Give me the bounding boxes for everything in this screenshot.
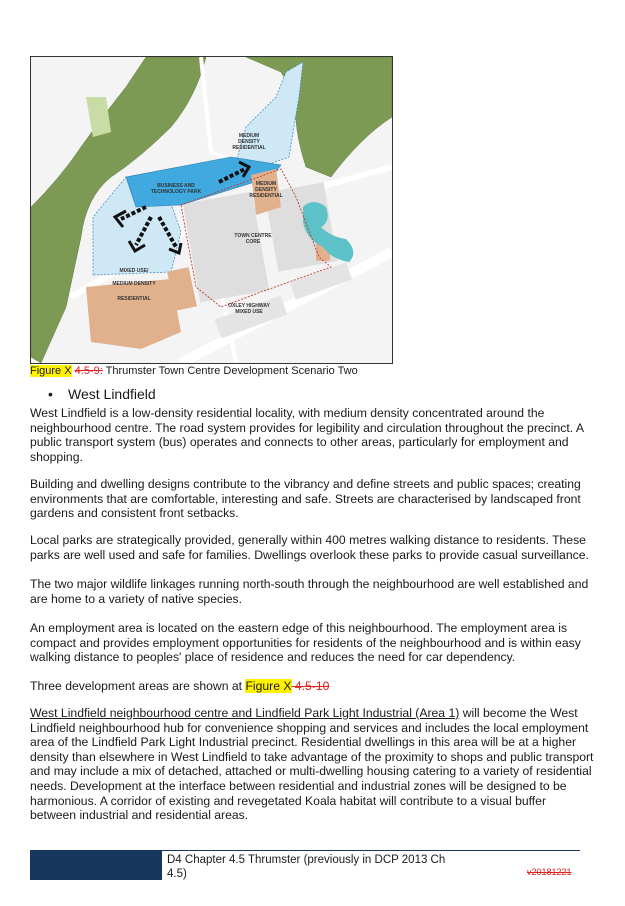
footer-color-block xyxy=(30,850,162,880)
paragraph-employment-area: An employment area is located on the eastern edge of this neighbourhood. The employment area is compact and provides employment opportunities for residents of the neighbourhood and is within easy walking distance to peoples' place of residence and reduces the need for car dependency. xyxy=(30,621,581,665)
label-oxley-1: OXLEY HIGHWAY xyxy=(228,303,270,309)
map-svg xyxy=(31,57,392,363)
dev-areas-deleted-number: 4.5-10 xyxy=(291,679,330,693)
footer-version: v20181221 xyxy=(527,867,572,877)
paragraph-area-1 xyxy=(30,706,595,823)
footer-chapter-title: D4 Chapter 4.5 Thrumster (previously in DCP 2013 Ch 4.5) xyxy=(167,854,446,880)
label-mdr-c-1: MEDIUM xyxy=(255,181,277,187)
dev-areas-text: Three development areas are shown at xyxy=(30,679,246,693)
area-1-text: will become the West Lindfield neighbourhood hub for convenience shopping and services and includes the local employment area of the Lindfield Park Light Industrial precinct. Residential dwellings in this area will be at a higher density than elsewhere in West Lindfield to take advantage of the proximity to shops and public transport and may include a mix of detached, attached or multi-dwelling housing catering to a variety of residential needs. Development at the interface between residential and industrial zones will be designed to be harmonious. A corridor of existing and revegetated Koala habitat will contribute to a visual buffer between industrial and residential areas. xyxy=(30,706,594,823)
dev-areas-figure-ref: Figure X xyxy=(245,679,292,693)
label-mdr-ne-1: MEDIUM xyxy=(238,133,260,139)
label-mdr-c-2: DENSITY xyxy=(255,187,277,193)
paragraph-development-areas xyxy=(30,679,595,694)
label-town-centre-2: CORE xyxy=(245,239,261,245)
label-mixed-use-2: MEDIUM DENSITY xyxy=(112,281,156,287)
paragraph-building-design: Building and dwelling designs contribute to the vibrancy and define streets and public spaces; creating environments that are comfortable, interesting and safe. Streets are characterised by landscaped front gardens and consistent front setbacks. xyxy=(30,477,581,521)
label-business-park-2: TECHNOLOGY PARK xyxy=(150,189,202,195)
label-mixed-use-3: RESIDENTIAL xyxy=(117,296,151,302)
label-mdr-c-3: RESIDENTIAL xyxy=(249,193,283,199)
label-business-park-1: BUSINESS AND xyxy=(157,183,195,189)
label-oxley-2: MIXED USE xyxy=(235,309,263,315)
caption-text: Thrumster Town Centre Development Scenario Two xyxy=(102,365,358,377)
bullet-icon: • xyxy=(48,386,53,402)
development-scenario-map xyxy=(30,56,393,364)
label-mdr-ne-3: RESIDENTIAL xyxy=(232,145,266,151)
label-town-centre-1: TOWN CENTRE xyxy=(234,233,272,239)
caption-figure-ref: Figure X xyxy=(30,365,72,377)
label-mixed-use-1: MIXED USE/ xyxy=(119,268,149,274)
section-heading xyxy=(48,385,156,403)
paragraph-intro: West Lindfield is a low-density residential locality, with medium density concentrated around the neighbourhood centre. The road system provides for legibility and circulation throughout the precinct. A public transport system (bus) operates and connects to other areas, particularly for employment and shopping. xyxy=(30,406,584,464)
paragraph-local-parks: Local parks are strategically provided, generally within 400 metres walking distance to residents. These parks are well used and safe for families. Dwellings overlook these parks to provide casual surveillance. xyxy=(30,533,589,562)
caption-deleted-number: 4.5-9: xyxy=(74,365,103,377)
paragraph-wildlife-linkages: The two major wildlife linkages running north-south through the neighbourhood are well established and are home to a variety of native species. xyxy=(30,577,589,606)
section-heading-text: West Lindfield xyxy=(68,386,156,402)
label-mdr-ne-2: DENSITY xyxy=(238,139,260,145)
area-1-title: West Lindfield neighbourhood centre and Lindfield Park Light Industrial (Area 1) xyxy=(30,706,460,720)
figure-caption xyxy=(30,364,358,378)
